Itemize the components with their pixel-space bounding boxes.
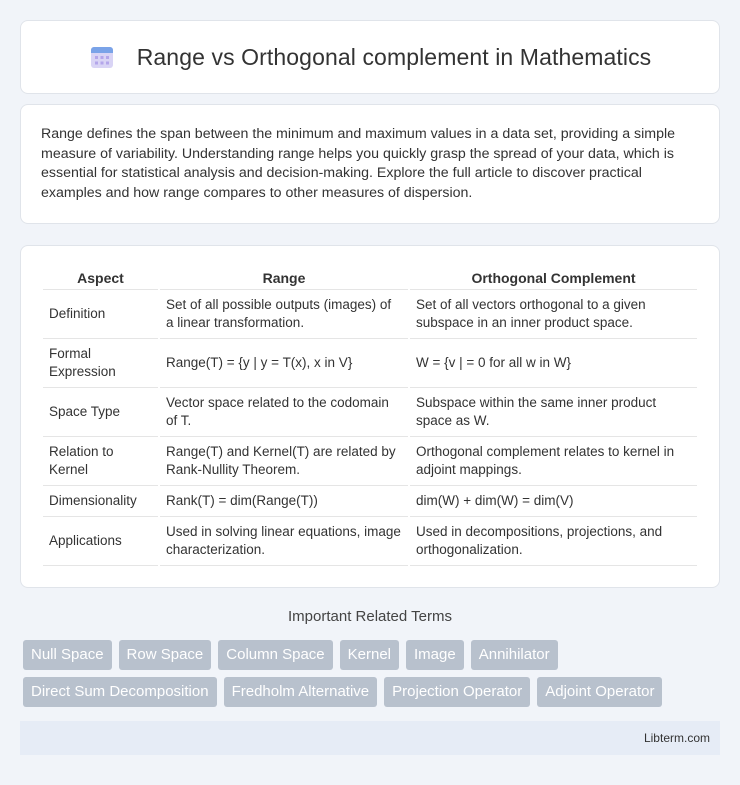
tag-null-space[interactable]: Null Space [23,640,112,670]
tag-annihilator[interactable]: Annihilator [471,640,558,670]
tag-direct-sum[interactable]: Direct Sum Decomposition [23,677,217,707]
table-row [43,339,697,388]
comparison-card [20,245,720,588]
header-aspect: Aspect [43,264,158,290]
tag-kernel[interactable]: Kernel [340,640,399,670]
table-header-row [43,264,697,290]
comparison-table [41,264,699,566]
cell-orthogonal: Set of all vectors orthogonal to a given subspace in an inner product space. [410,290,697,339]
table-row [43,290,697,339]
footer [20,721,720,755]
table-row [43,517,697,566]
cell-aspect: Space Type [43,388,158,437]
cell-orthogonal: W = {v | = 0 for all w in W} [410,339,697,388]
cell-aspect: Applications [43,517,158,566]
tag-projection-operator[interactable]: Projection Operator [384,677,530,707]
page-header [20,20,720,94]
header-orthogonal: Orthogonal Complement [410,264,697,290]
table-row [43,486,697,517]
cell-range: Set of all possible outputs (images) of a linear transformation. [160,290,408,339]
intro-text: Range defines the span between the minimum and maximum values in a data set, providing a simple measure of variability. Understanding range helps you quickly grasp the spread of your data, which is essential for statistical analysis and decision-making. Explore the full article to discover practical examples and how range compares to other measures of dispersion. [41,126,676,201]
cell-orthogonal: Used in decompositions, projections, and orthogonalization. [410,517,697,566]
cell-orthogonal: dim(W) + dim(W) = dim(V) [410,486,697,517]
cell-aspect: Dimensionality [43,486,158,517]
tag-row-space[interactable]: Row Space [119,640,212,670]
cell-range: Vector space related to the codomain of T. [160,388,408,437]
cell-range: Used in solving linear equations, image characterization. [160,517,408,566]
intro-card [20,104,720,224]
related-terms [23,640,723,714]
cell-aspect: Formal Expression [43,339,158,388]
page-title: Range vs Orthogonal complement in Mathematics [136,43,652,70]
calendar-icon [89,44,115,70]
tag-fredholm[interactable]: Fredholm Alternative [224,677,378,707]
cell-orthogonal: Subspace within the same inner product space as W. [410,388,697,437]
table-row [43,437,697,486]
tag-adjoint-operator[interactable]: Adjoint Operator [537,677,662,707]
cell-range: Range(T) = {y | y = T(x), x in V} [160,339,408,388]
cell-orthogonal: Orthogonal complement relates to kernel in adjoint mappings. [410,437,697,486]
cell-aspect: Relation to Kernel [43,437,158,486]
cell-range: Range(T) and Kernel(T) are related by Rank-Nullity Theorem. [160,437,408,486]
table-row [43,388,697,437]
tag-image[interactable]: Image [406,640,464,670]
tag-column-space[interactable]: Column Space [218,640,332,670]
cell-range: Rank(T) = dim(Range(T)) [160,486,408,517]
footer-link[interactable]: Libterm.com [643,731,710,745]
header-range: Range [160,264,408,290]
related-terms-title: Important Related Terms [288,608,452,625]
cell-aspect: Definition [43,290,158,339]
